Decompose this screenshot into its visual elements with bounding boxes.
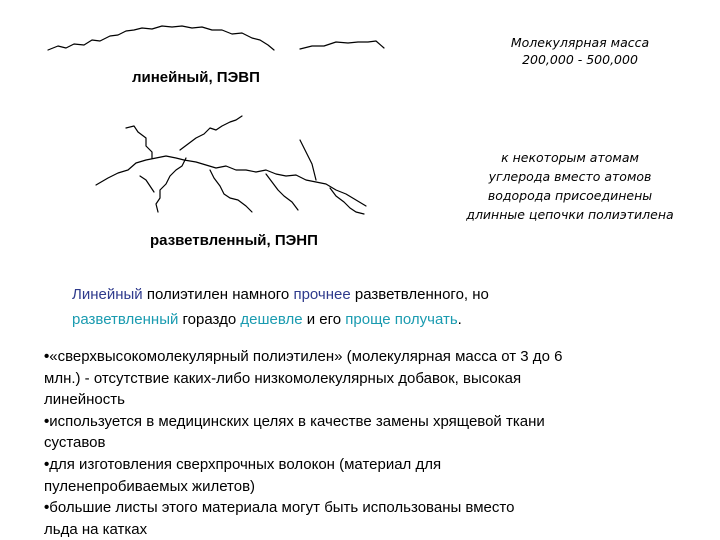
bullet-text: для изготовления сверхпрочных волокон (материал для <box>49 455 442 473</box>
bullet-item <box>44 454 684 497</box>
comparison-text-2: разветвленного, но <box>350 286 489 303</box>
bullet-list <box>44 346 684 540</box>
branch-note-line-4: длинные цепочки полиэтилена <box>466 207 674 222</box>
bullet-text: используется в медицинских целях в качестве замены хрящевой ткани <box>49 412 545 430</box>
bullet-line: млн.) - отсутствие каких-либо низкомолекулярных добавок, высокая <box>44 369 522 387</box>
comparison-text-4: и его <box>302 311 346 328</box>
word-easier: проще получать <box>345 311 458 328</box>
branch-6 <box>300 140 316 180</box>
comparison-line-2 <box>72 307 632 332</box>
word-branched: разветвленный <box>72 311 179 328</box>
comparison-text-1: полиэтилен намного <box>142 286 294 303</box>
bullet-marker: • <box>44 412 50 430</box>
bullet-text: «сверхвысокомолекулярный полиэтилен» (молекулярная масса от 3 до 6 <box>49 348 563 365</box>
bullet-marker: • <box>44 348 50 365</box>
branch-3 <box>156 158 186 212</box>
branch-note <box>440 148 700 224</box>
linear-chain-tail <box>300 41 384 49</box>
bullet-line <box>44 454 684 476</box>
bullet-line <box>44 346 684 368</box>
bullet-marker: • <box>44 499 50 517</box>
bullet-item <box>44 411 684 454</box>
bullet-marker: • <box>44 455 50 473</box>
branch-7 <box>330 188 364 214</box>
branch-8 <box>140 176 154 192</box>
branch-note-line-1: к некоторым атомам <box>501 150 639 165</box>
linear-label: линейный, ПЭВП <box>132 69 260 86</box>
bullet-line <box>44 497 684 519</box>
bullet-line: льда на катках <box>44 520 148 538</box>
word-stronger: прочнее <box>293 286 351 303</box>
branch-5 <box>266 174 298 210</box>
word-cheaper: дешевле <box>240 311 303 328</box>
bullet-line <box>44 411 684 433</box>
word-linear: Линейный <box>72 286 143 303</box>
comparison-text-5: . <box>457 311 462 328</box>
comparison-line-1 <box>72 282 632 307</box>
branch-note-line-3: водорода присоединены <box>487 188 653 203</box>
branch-1 <box>126 126 152 158</box>
branched-label: разветвленный, ПЭНП <box>150 232 318 249</box>
molecular-mass-line-2: 200,000 - 500,000 <box>522 52 638 67</box>
bullet-item <box>44 497 684 540</box>
bullet-line: пуленепробиваемых жилетов) <box>44 477 256 495</box>
branch-2 <box>180 116 242 150</box>
comparison-paragraph <box>72 282 632 332</box>
linear-chain <box>48 26 274 50</box>
branch-note-line-2: углерода вместо атомов <box>488 169 652 184</box>
bullet-item <box>44 346 684 411</box>
comparison-text-3: гораздо <box>178 311 241 328</box>
bullet-text: большие листы этого материала могут быть использованы вместо <box>49 499 515 517</box>
molecular-mass-line-1: Молекулярная масса <box>510 35 650 50</box>
bullet-line: суставов <box>44 434 106 452</box>
bullet-line: линейность <box>44 391 125 409</box>
molecular-mass-note <box>480 34 680 68</box>
branch-4 <box>210 170 252 212</box>
